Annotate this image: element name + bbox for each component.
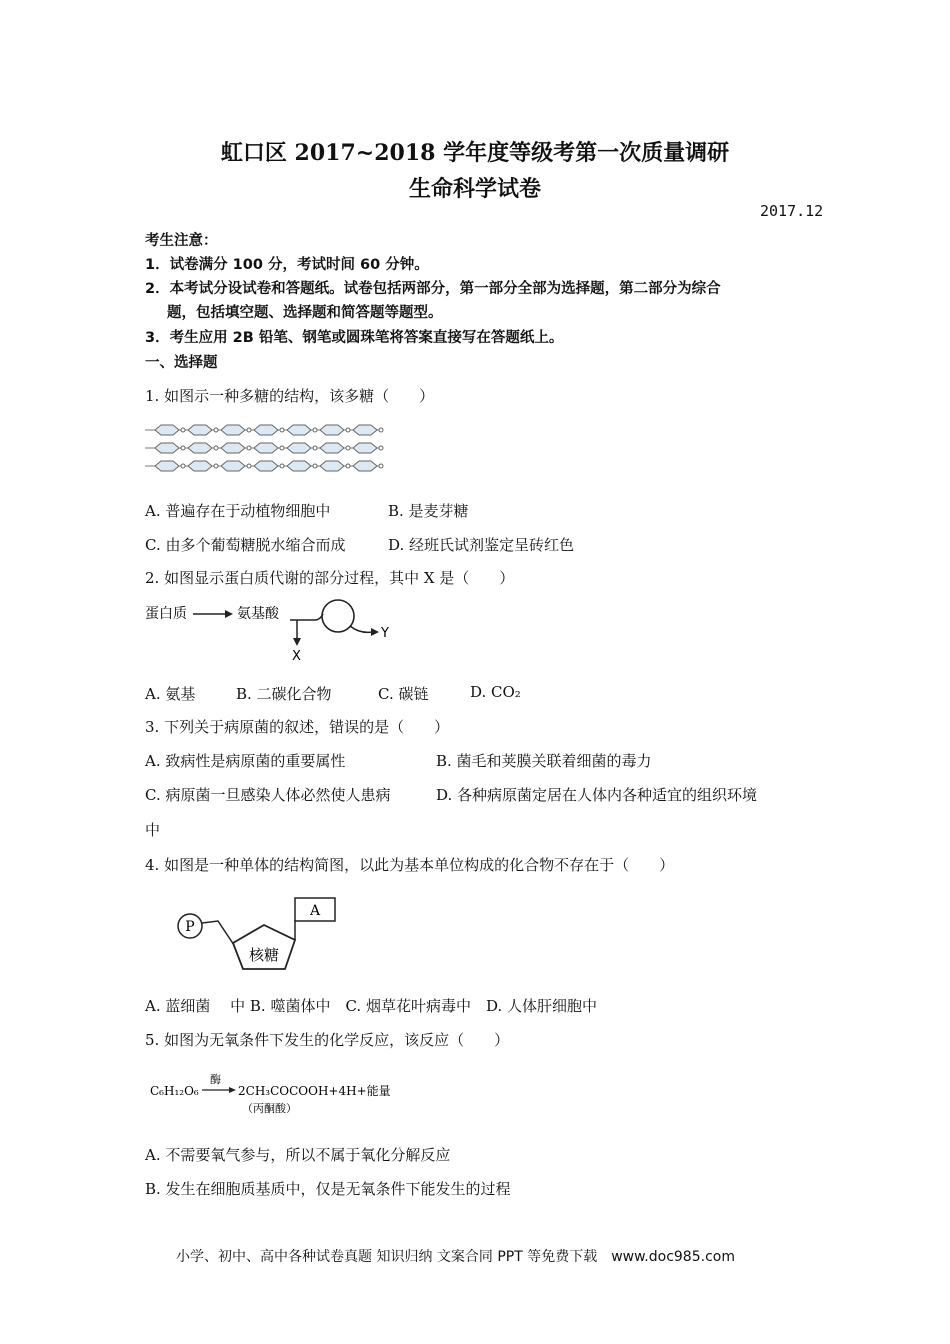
question-5-stem: 5. 如图为无氧条件下发生的化学反应，该反应（ ） [145, 1031, 510, 1049]
q3-option-d-cont: 中 [145, 821, 161, 839]
fig-amino-acid: 氨基酸 [237, 606, 279, 622]
q3-option-b: B. 菌毛和荚膜关联着细菌的毒力 [436, 752, 652, 770]
question-4-stem: 4. 如图是一种单体的结构简图，以此为基本单位构成的化合物不存在于（ ） [145, 856, 675, 874]
q1-option-d: D. 经班氏试剂鉴定呈砖红色 [388, 536, 575, 554]
exam-date: 2017.12 [760, 202, 824, 220]
q5-option-a: A. 不需要氧气参与，所以不属于氧化分解反应 [145, 1146, 451, 1164]
fig-x: X [292, 649, 301, 664]
fig-enzyme: 酶 [210, 1073, 221, 1086]
question-3-stem: 3. 下列关于病原菌的叙述，错误的是（ ） [145, 718, 450, 736]
fig-pyruvate: （丙酮酸） [242, 1102, 297, 1115]
q3-option-d: D. 各种病原菌定居在人体内各种适宜的组织环境 [436, 786, 758, 804]
question-1-stem: 1. 如图示一种多糖的结构，该多糖（ ） [145, 387, 435, 405]
q4-options: A. 蓝细菌 中 B. 噬菌体中 C. 烟草花叶病毒中 D. 人体肝细胞中 [145, 997, 597, 1015]
footer-link[interactable]: 小学、初中、高中各种试卷真题 知识归纳 文案合同 PPT 等免费下载 www.doc985.com [176, 1249, 735, 1265]
notice-item: 3．考生应用 2B 铅笔、钢笔或圆珠笔将答案直接写在答题纸上。 [145, 330, 564, 346]
section-heading: 一、选择题 [145, 355, 218, 371]
notice-heading: 考生注意： [145, 233, 218, 249]
q2-option-a: A. 氨基 [145, 685, 196, 703]
fig-glucose: C₆H₁₂O₆ [150, 1084, 199, 1098]
fig-ribose: 核糖 [248, 946, 280, 964]
nucleotide-diagram [170, 895, 350, 980]
fig-phosphate: P [185, 919, 195, 935]
fig-adenine: A [309, 903, 321, 919]
fig-y: Y [381, 626, 389, 641]
q2-option-c: C. 碳链 [378, 685, 429, 703]
protein-metabolism-diagram [145, 596, 405, 666]
q1-option-c: C. 由多个葡萄糖脱水缩合而成 [145, 536, 346, 554]
page-title: 虹口区 2017~2018 学年度等级考第一次质量调研 [220, 140, 730, 166]
q1-option-b: B. 是麦芽糖 [388, 502, 469, 520]
q2-option-b: B. 二碳化合物 [236, 685, 332, 703]
page-subtitle: 生命科学试卷 [408, 176, 541, 202]
q2-option-d: D. CO₂ [470, 683, 521, 701]
fig-product: 2CH₃COCOOH+4H+能量 [238, 1084, 391, 1098]
glycolysis-equation [150, 1070, 410, 1120]
q3-option-a: A. 致病性是病原菌的重要属性 [145, 752, 346, 770]
notice-item: 题，包括填空题、选择题和简答题等题型。 [167, 305, 443, 321]
notice-item: 2．本考试分设试卷和答题纸。试卷包括两部分，第一部分全部为选择题，第二部分为综合 [145, 281, 721, 297]
polysaccharide-diagram [145, 420, 385, 480]
notice-item: 1．试卷满分 100 分，考试时间 60 分钟。 [145, 257, 429, 273]
question-2-stem: 2. 如图显示蛋白质代谢的部分过程，其中 X 是（ ） [145, 569, 515, 587]
q1-option-a: A. 普遍存在于动植物细胞中 [145, 502, 331, 520]
q5-option-b: B. 发生在细胞质基质中，仅是无氧条件下能发生的过程 [145, 1180, 511, 1198]
fig-protein: 蛋白质 [145, 606, 187, 622]
q3-option-c: C. 病原菌一旦感染人体必然使人患病 [145, 786, 391, 804]
